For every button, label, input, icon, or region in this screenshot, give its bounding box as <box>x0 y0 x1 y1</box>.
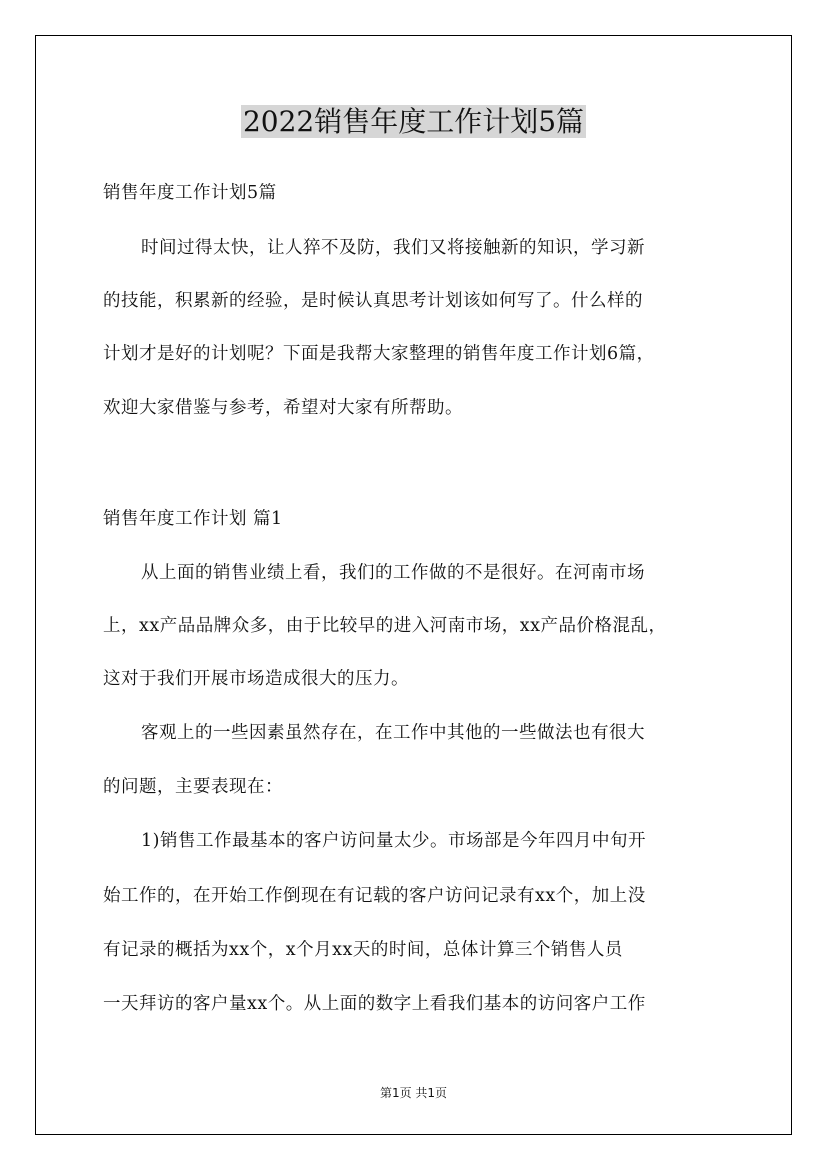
subtitle: 销售年度工作计划5篇 <box>103 183 277 203</box>
paragraph-line: 这对于我们开展市场造成很大的压力。 <box>103 669 409 689</box>
intro-line: 时间过得太快，让人猝不及防，我们又将接触新的知识，学习新 <box>141 238 645 258</box>
paragraph-line: 1)销售工作最基本的客户访问量太少。市场部是今年四月中旬开 <box>141 831 646 851</box>
paragraph-line: 的问题，主要表现在： <box>103 777 283 797</box>
paragraph-line: 有记录的概括为xx个，x个月xx天的时间，总体计算三个销售人员 <box>103 940 623 960</box>
intro-line: 计划才是好的计划呢？下面是我帮大家整理的销售年度工作计划6篇， <box>103 344 655 364</box>
page-footer: 第1页 共1页 <box>379 1086 448 1100</box>
paragraph-line: 上，xx产品品牌众多，由于比较早的进入河南市场，xx产品价格混乱， <box>103 616 667 636</box>
document-title: 2022销售年度工作计划5篇 <box>242 105 585 138</box>
intro-line: 欢迎大家借鉴与参考，希望对大家有所帮助。 <box>103 398 463 418</box>
paragraph-line: 客观上的一些因素虽然存在，在工作中其他的一些做法也有很大 <box>141 723 645 743</box>
paragraph-line: 一天拜访的客户量xx个。从上面的数字上看我们基本的访问客户工作 <box>103 994 646 1014</box>
paragraph-line: 始工作的，在开始工作倒现在有记载的客户访问记录有xx个，加上没 <box>103 886 646 906</box>
section-heading: 销售年度工作计划 篇1 <box>103 509 283 529</box>
intro-line: 的技能，积累新的经验，是时候认真思考计划该如何写了。什么样的 <box>103 291 643 311</box>
paragraph-line: 从上面的销售业绩上看，我们的工作做的不是很好。在河南市场 <box>141 563 645 583</box>
